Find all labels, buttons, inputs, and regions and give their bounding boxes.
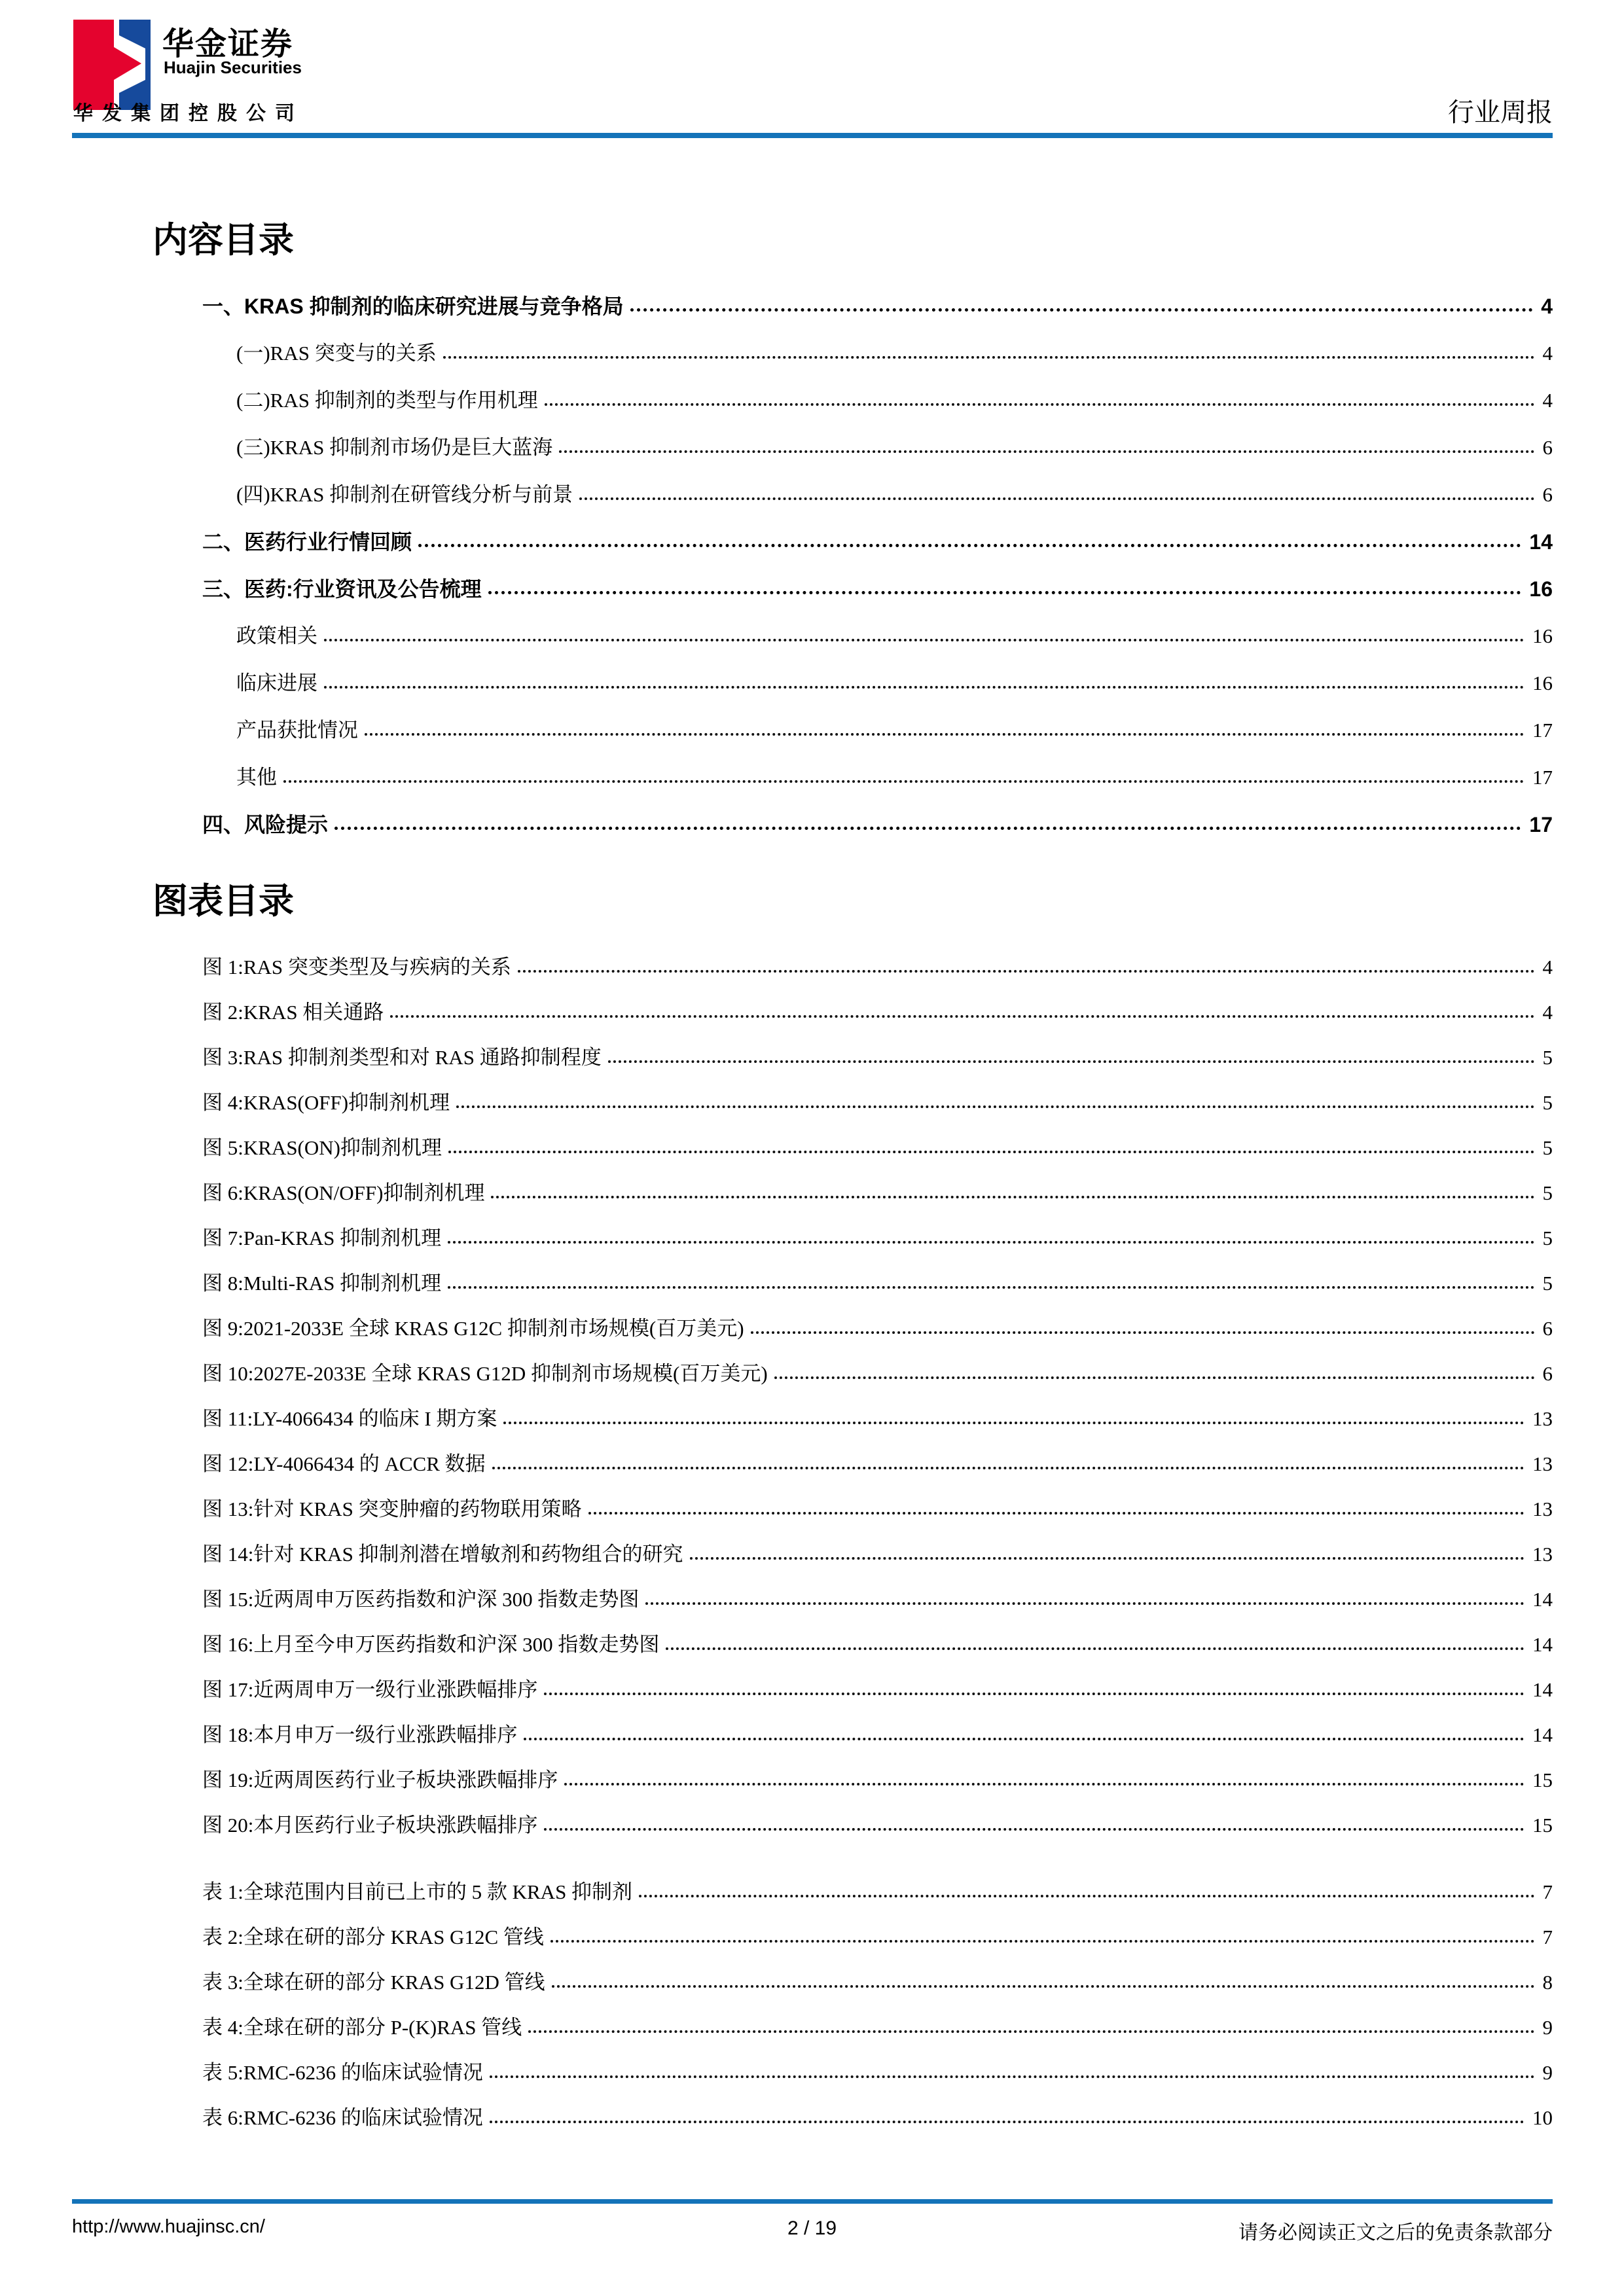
figure-item-page: 5 [1542, 1181, 1553, 1204]
figure-item[interactable] [153, 1046, 1553, 1069]
dot-leader [324, 639, 1525, 641]
figure-item[interactable] [153, 1768, 1553, 1792]
toc-list [153, 295, 1553, 836]
figure-item[interactable] [153, 1588, 1553, 1611]
dot-leader [690, 1557, 1525, 1560]
toc-page-content [153, 221, 1553, 2151]
figure-list [153, 956, 1553, 1837]
toc-item-page: 4 [1542, 389, 1553, 412]
toc-item-page: 4 [1542, 342, 1553, 365]
dot-leader [588, 1512, 1525, 1515]
figure-item-label: 图 8:Multi-RAS 抑制剂机理 [202, 1272, 442, 1295]
figure-item[interactable] [153, 956, 1553, 979]
table-item[interactable] [153, 1926, 1553, 1949]
figure-item-page: 15 [1532, 1768, 1553, 1791]
toc-item-page: 4 [1541, 295, 1553, 318]
dot-leader [448, 1286, 1534, 1289]
figure-item-page: 13 [1532, 1407, 1553, 1430]
figure-item-label: 图 1:RAS 突变类型及与疾病的关系 [202, 956, 511, 978]
toc-item-label: 三、医药:行业资讯及公告梳理 [202, 577, 482, 601]
group-company-line: 华发集团控股公司 [73, 103, 304, 124]
toc-item[interactable] [153, 436, 1553, 459]
table-item-page: 10 [1532, 2106, 1553, 2129]
figure-item[interactable] [153, 1498, 1553, 1521]
dot-leader [490, 2121, 1525, 2123]
dot-leader [630, 308, 1534, 312]
toc-item-label: 产品获批情况 [236, 719, 358, 742]
dot-leader [545, 403, 1535, 406]
toc-item[interactable] [153, 295, 1553, 318]
toc-item-label: 其他 [236, 766, 277, 789]
figure-item[interactable] [153, 1227, 1553, 1250]
toc-item-page: 17 [1532, 719, 1553, 742]
table-item-label: 表 1:全球范围内目前已上市的 5 款 KRAS 抑制剂 [202, 1880, 633, 1903]
toc-item-label: (一)RAS 突变与的关系 [236, 342, 437, 365]
figure-item[interactable] [153, 1633, 1553, 1657]
company-url-link[interactable]: http://www.huajinsc.cn/ [72, 2216, 265, 2237]
figure-item-label: 图 6:KRAS(ON/OFF)抑制剂机理 [202, 1181, 485, 1204]
toc-item[interactable] [153, 530, 1553, 554]
figure-item[interactable] [153, 1723, 1553, 1747]
toc-item[interactable] [153, 624, 1553, 648]
table-item-page: 8 [1542, 1971, 1553, 1994]
figure-item-label: 图 5:KRAS(ON)抑制剂机理 [202, 1136, 442, 1159]
figure-item[interactable] [153, 1272, 1553, 1295]
figure-item-page: 15 [1532, 1814, 1553, 1837]
figure-item-label: 图 14:针对 KRAS 抑制剂潜在增敏剂和药物组合的研究 [202, 1543, 683, 1566]
figure-item[interactable] [153, 1452, 1553, 1476]
report-type-label: 行业周报 [1448, 98, 1553, 127]
figure-item-page: 6 [1542, 1362, 1553, 1385]
toc-item-page: 17 [1529, 813, 1553, 836]
toc-item-label: (四)KRAS 抑制剂在研管线分析与前景 [236, 483, 573, 506]
figure-item[interactable] [153, 1814, 1553, 1837]
toc-item[interactable] [153, 672, 1553, 695]
table-item-page: 9 [1542, 2016, 1553, 2039]
figure-item-label: 图 11:LY-4066434 的临床 I 期方案 [202, 1407, 497, 1430]
dot-leader [550, 1940, 1535, 1943]
figure-item[interactable] [153, 1543, 1553, 1566]
figure-item[interactable] [153, 1317, 1553, 1340]
figure-item-label: 图 15:近两周申万医药指数和沪深 300 指数走势图 [202, 1588, 640, 1611]
dot-leader [559, 450, 1534, 453]
figure-item[interactable] [153, 1678, 1553, 1702]
table-item-label: 表 5:RMC-6236 的临床试验情况 [202, 2061, 483, 2084]
dot-leader [334, 827, 1521, 830]
dot-leader [443, 356, 1535, 359]
figure-item-page: 14 [1532, 1633, 1553, 1656]
table-list [153, 1880, 1553, 2130]
figure-item-page: 4 [1542, 956, 1553, 978]
toc-item-label: 政策相关 [236, 624, 317, 647]
dot-leader [324, 686, 1525, 689]
toc-item[interactable] [153, 389, 1553, 412]
page-number-indicator: 2 / 19 [787, 2217, 837, 2239]
toc-item-page: 6 [1542, 436, 1553, 459]
figure-item-page: 13 [1532, 1452, 1553, 1475]
toc-item-page: 6 [1542, 483, 1553, 506]
figure-item[interactable] [153, 1181, 1553, 1205]
dot-leader [528, 2030, 1534, 2033]
toc-item[interactable] [153, 577, 1553, 601]
figure-item-label: 图 17:近两周申万一级行业涨跌幅排序 [202, 1678, 538, 1701]
table-item[interactable] [153, 1880, 1553, 1904]
dot-leader [448, 1151, 1535, 1153]
figure-item-page: 6 [1542, 1317, 1553, 1340]
dot-leader [544, 1693, 1525, 1695]
toc-item[interactable] [153, 766, 1553, 789]
table-item-page: 7 [1542, 1926, 1553, 1948]
table-item-label: 表 3:全球在研的部分 KRAS G12D 管线 [202, 1971, 545, 1994]
dot-leader [365, 733, 1525, 736]
dot-leader [524, 1738, 1525, 1740]
dot-leader [608, 1060, 1535, 1063]
toc-item-page: 16 [1529, 577, 1553, 601]
figure-item-label: 图 19:近两周医药行业子板块涨跌幅排序 [202, 1768, 558, 1791]
toc-item[interactable] [153, 719, 1553, 742]
toc-item-label: 四、风险提示 [202, 813, 329, 836]
dot-leader [518, 970, 1535, 973]
toc-item-label: 临床进展 [236, 672, 317, 694]
table-item-page: 9 [1542, 2061, 1553, 2084]
toc-item-page: 16 [1532, 672, 1553, 694]
dot-leader [448, 1241, 1534, 1244]
table-item[interactable] [153, 2061, 1553, 2085]
toc-item-label: (二)RAS 抑制剂的类型与作用机理 [236, 389, 538, 412]
figure-item-label: 图 7:Pan-KRAS 抑制剂机理 [202, 1227, 442, 1249]
dot-leader [564, 1783, 1525, 1785]
toc-item-page: 14 [1529, 530, 1553, 554]
dot-leader [544, 1828, 1525, 1831]
figure-item-page: 4 [1542, 1001, 1553, 1024]
figure-item-label: 图 16:上月至今申万医药指数和沪深 300 指数走势图 [202, 1633, 660, 1656]
figure-item-page: 5 [1542, 1046, 1553, 1069]
figure-item[interactable] [153, 1136, 1553, 1160]
figure-item-label: 图 18:本月申万一级行业涨跌幅排序 [202, 1723, 518, 1746]
table-item[interactable] [153, 2106, 1553, 2130]
figure-item-page: 5 [1542, 1091, 1553, 1114]
figure-item-page: 14 [1532, 1588, 1553, 1611]
figure-item-label: 图 3:RAS 抑制剂类型和对 RAS 通路抑制程度 [202, 1046, 602, 1069]
figure-item-page: 14 [1532, 1678, 1553, 1701]
brand-name-en: Huajin Securities [164, 58, 302, 77]
toc-item-label: (三)KRAS 抑制剂市场仍是巨大蓝海 [236, 436, 553, 459]
dot-leader [666, 1647, 1525, 1650]
figure-item-label: 图 13:针对 KRAS 突变肿瘤的药物联用策略 [202, 1498, 582, 1520]
figure-item[interactable] [153, 1001, 1553, 1024]
dot-leader [774, 1376, 1535, 1379]
figure-item[interactable] [153, 1407, 1553, 1431]
table-item[interactable] [153, 1971, 1553, 1994]
figure-item[interactable] [153, 1091, 1553, 1115]
toc-item[interactable] [153, 342, 1553, 365]
table-item[interactable] [153, 2016, 1553, 2039]
dot-leader [488, 591, 1522, 594]
figure-item-label: 图 2:KRAS 相关通路 [202, 1001, 384, 1024]
dot-leader [751, 1331, 1535, 1334]
figure-item-page: 13 [1532, 1498, 1553, 1520]
table-item-page: 7 [1542, 1880, 1553, 1903]
figure-item-label: 图 12:LY-4066434 的 ACCR 数据 [202, 1452, 486, 1475]
figure-item-page: 5 [1542, 1227, 1553, 1249]
toc-item-page: 16 [1532, 624, 1553, 647]
toc-item[interactable] [153, 813, 1553, 836]
figure-item-label: 图 4:KRAS(OFF)抑制剂机理 [202, 1091, 450, 1114]
dot-leader [491, 1196, 1534, 1198]
dot-leader [492, 1467, 1525, 1469]
footer-divider [72, 2199, 1553, 2204]
figure-item-label: 图 9:2021-2033E 全球 KRAS G12C 抑制剂市场规模(百万美元) [202, 1317, 744, 1340]
figure-item-page: 5 [1542, 1272, 1553, 1295]
figure-item-label: 图 10:2027E-2033E 全球 KRAS G12D 抑制剂市场规模(百万美元) [202, 1362, 768, 1385]
figure-item-page: 14 [1532, 1723, 1553, 1746]
dot-leader [552, 1985, 1535, 1988]
header-divider [72, 133, 1553, 138]
dot-leader [456, 1105, 1534, 1108]
table-item-label: 表 2:全球在研的部分 KRAS G12C 管线 [202, 1926, 544, 1948]
dot-leader [503, 1422, 1525, 1424]
table-item-label: 表 6:RMC-6236 的临床试验情况 [202, 2106, 483, 2129]
toc-item-label: 一、KRAS 抑制剂的临床研究进展与竞争格局 [202, 295, 624, 318]
toc-title: 内容目录 [153, 221, 294, 260]
dot-leader [490, 2075, 1535, 2078]
toc-item-page: 17 [1532, 766, 1553, 789]
figure-item-page: 5 [1542, 1136, 1553, 1159]
dot-leader [418, 544, 1521, 547]
brand-name-cn: 华金证券 [162, 27, 294, 62]
figure-item-label: 图 20:本月医药行业子板块涨跌幅排序 [202, 1814, 538, 1837]
dot-leader [283, 780, 1525, 783]
toc-item[interactable] [153, 483, 1553, 507]
dot-leader [639, 1895, 1534, 1897]
dot-leader [390, 1015, 1534, 1018]
dot-leader [645, 1602, 1525, 1605]
figures-title: 图表目录 [153, 882, 294, 921]
figure-item-page: 13 [1532, 1543, 1553, 1566]
toc-item-label: 二、医药行业行情回顾 [202, 530, 412, 554]
table-item-label: 表 4:全球在研的部分 P-(K)RAS 管线 [202, 2016, 522, 2039]
disclaimer-note: 请务必阅读正文之后的免责条款部分 [1238, 2222, 1553, 2244]
figure-item[interactable] [153, 1362, 1553, 1386]
dot-leader [579, 497, 1534, 500]
